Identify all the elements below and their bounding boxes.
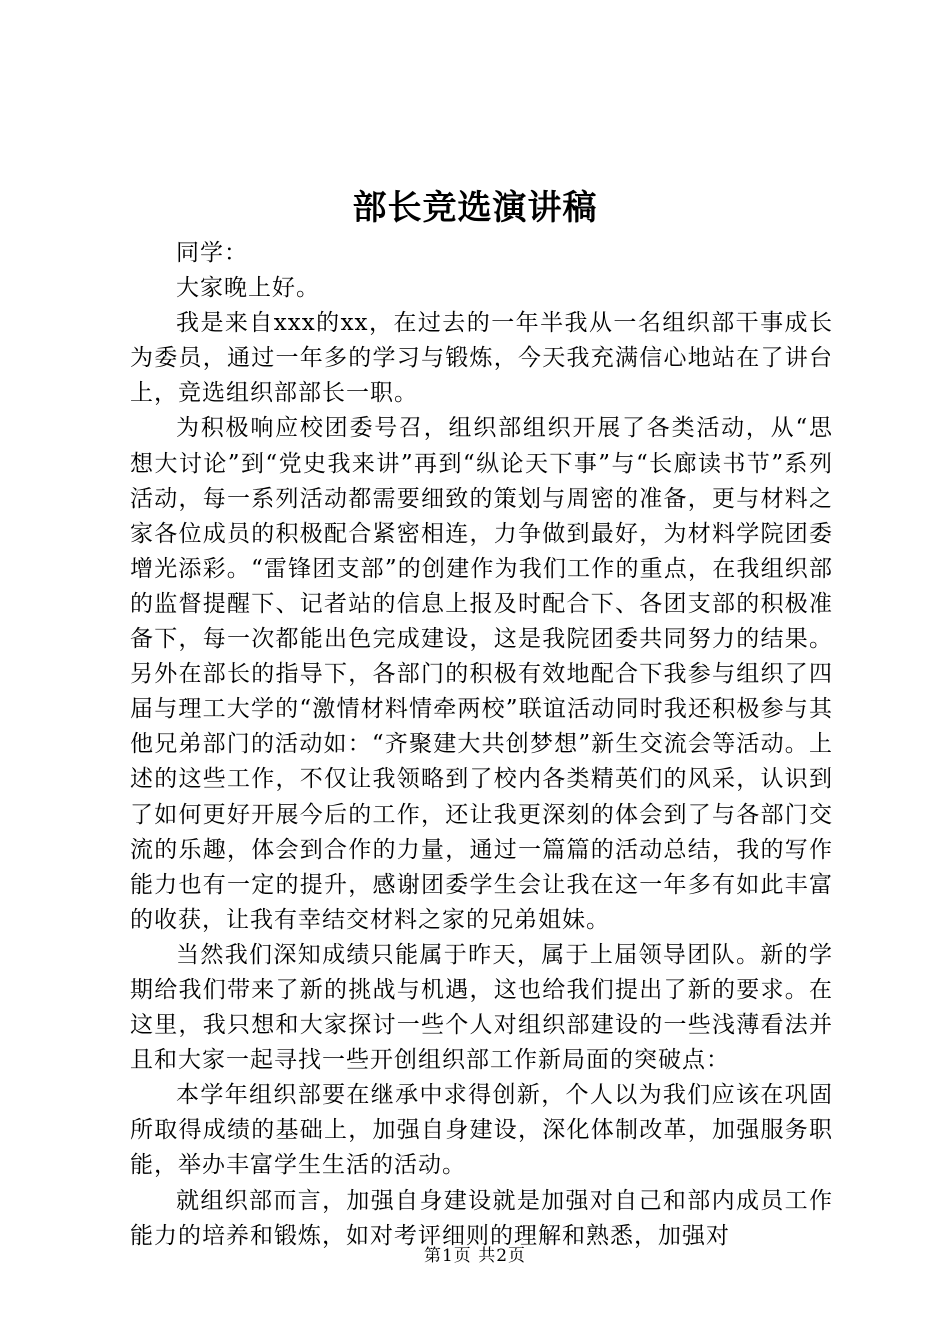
paragraph-plan: 本学年组织部要在继承中求得创新，个人以为我们应该在巩固所取得成绩的基础上，加强自身建设，深化体制改革，加强服务职能，举办丰富学生生活的活动。: [130, 1082, 833, 1179]
paragraph-salutation: 大家晚上好。: [176, 275, 320, 302]
paragraph-challenges: 当然我们深知成绩只能属于昨天，属于上届领导团队。新的学期给我们带来了新的挑战与机遇，这也给我们提出了新的要求。在这里，我只想和大家探讨一些个人对组织部建设的一些浅薄看法并且和大家一起寻找一些开创组织部工作新局面的突破点：: [130, 941, 833, 1074]
paragraph-self-building: 就组织部而言，加强自身建设就是加强对自己和部内成员工作能力的培养和锻炼，如对考评细则的理解和熟悉，加强对: [130, 1187, 833, 1249]
paragraph-introduction: 我是来自xxx的xx，在过去的一年半我从一名组织部干事成长为委员，通过一年多的学习与锻炼，今天我充满信心地站在了讲台上，竞选组织部部长一职。: [130, 310, 833, 407]
paragraph-activities: 为积极响应校团委号召，组织部组织开展了各类活动，从“思想大讨论”到“党史我来讲”再到“纵论天下事”与“长廊读书节”系列活动，每一系列活动都需要细致的策划与周密的准备，更与材料之家各位成员的积极配合紧密相连，力争做到最好，为材料学院团委增光添彩。“雷锋团支部”的创建作为我们工作的重点，在我组织部的监督提醒下、记者站的信息上报及时配合下、各团支部的积极准备下，每一次都能出色完成建设，这是我院团委共同努力的结果。另外在部长的指导下，各部门的积极有效地配合下我参与组织了四届与理工大学的“激情材料情牵两校”联谊活动同时我还积极参与其他兄弟部门的活动如：“齐聚建大共创梦想”新生交流会等活动。上述的这些工作，不仅让我领略到了校内各类精英们的风采，认识到了如何更好开展今后的工作，还让我更深刻的体会到了与各部门交流的乐趣，体会到合作的力量，通过一篇篇的活动总结，我的写作能力也有一定的提升，感谢团委学生会让我在这一年多有如此丰富的收获，让我有幸结交材料之家的兄弟姐妹。: [130, 415, 833, 933]
document-title: 部长竞选演讲稿: [352, 188, 598, 228]
document-body: [130, 236, 833, 1254]
page-number-footer: 第1页 共2页: [423, 1246, 527, 1266]
paragraph-greeting: 同学：: [176, 240, 248, 266]
